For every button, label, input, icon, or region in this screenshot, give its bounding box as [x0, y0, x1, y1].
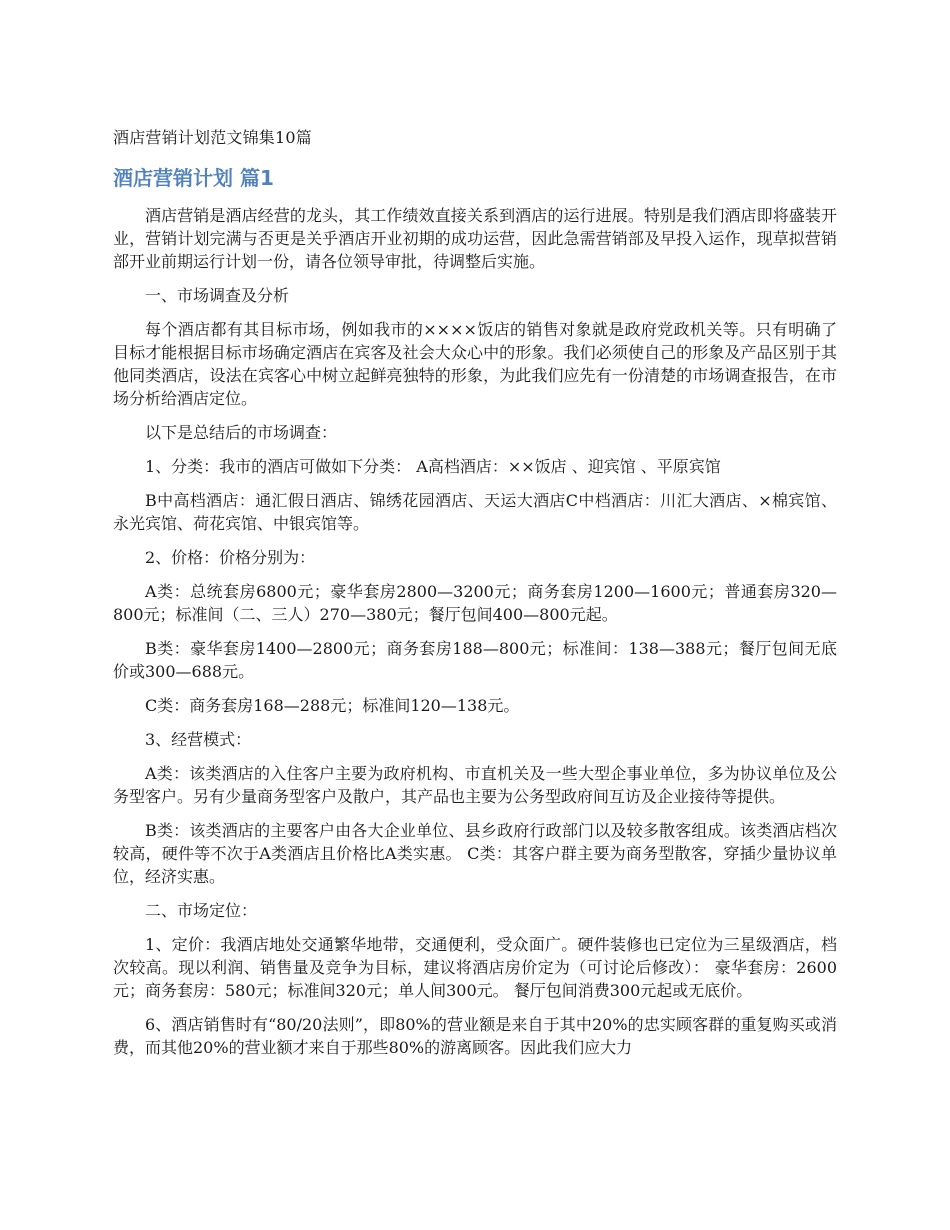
paragraph: B中高档酒店：通汇假日酒店、锦绣花园酒店、天运大酒店C中档酒店：川汇大酒店、×棉宾馆、永光宾馆、荷花宾馆、中银宾馆等。 — [113, 491, 837, 533]
paragraph: 以下是总结后的市场调查： — [145, 423, 338, 442]
paragraph: 2、价格：价格分别为： — [145, 548, 316, 567]
paragraph: 3、经营模式： — [145, 730, 252, 749]
paragraph: A类：总统套房6800元；豪华套房2800—3200元；商务套房1200—1600元；普通套房320—800元；标准间（二、三人）270—380元；餐厅包间400—800元起。 — [113, 582, 837, 624]
paragraph: 1、定价：我酒店地处交通繁华地带，交通便利，受众面广。硬件装修也已定位为三星级酒店，档次较高。现以利润、销售量及竞争为目标，建议将酒店房价定为（可讨论后修改）： 豪华套房：2600元；商务套房：580元；标准间320元；单人间300元。 餐厅包间消费300元起或无底价。 — [113, 935, 837, 1000]
paragraph: 一、市场调查及分析 — [145, 286, 290, 305]
paragraph: 酒店营销是酒店经营的龙头，其工作绩效直接关系到酒店的运行进展。特别是我们酒店即将盛装开业，营销计划完满与否更是关乎酒店开业初期的成功运营，因此急需营销部及早投入运作，现草拟营销部开业前期运行计划一份，请各位领导审批，待调整后实施。 — [113, 206, 837, 271]
paragraph: 6、酒店销售时有“80/20法则”，即80%的营业额是来自于其中20%的忠实顾客群的重复购买或消费，而其他20%的营业额才来自于那些80%的游离顾客。因此我们应大力 — [113, 1015, 837, 1057]
paragraph: B类：该类酒店的主要客户由各大企业单位、县乡政府行政部门以及较多散客组成。该类酒店档次较高，硬件等不次于A类酒店且价格比A类实惠。 C类：其客户群主要为商务型散客，穿插少量协议单位，经济实惠。 — [113, 821, 837, 886]
paragraph: 每个酒店都有其目标市场，例如我市的××××饭店的销售对象就是政府党政机关等。只有明确了目标才能根据目标市场确定酒店在宾客及社会大众心中的形象。我们必须使自己的形象及产品区别于其他同类酒店，设法在宾客心中树立起鲜亮独特的形象，为此我们应先有一份清楚的市场调查报告，在市场分析给酒店定位。 — [113, 320, 837, 408]
paragraph: B类：豪华套房1400—2800元；商务套房188—800元；标准间：138—388元；餐厅包间无底价或300—688元。 — [113, 639, 837, 681]
document-body — [113, 204, 837, 1070]
paragraph: 1、分类：我市的酒店可做如下分类： A高档酒店：××饭店 、迎宾馆 、平原宾馆 — [145, 457, 721, 476]
paragraph: A类：该类酒店的入住客户主要为政府机构、市直机关及一些大型企事业单位，多为协议单位及公务型客户。另有少量商务型客户及散户，其产品也主要为公务型政府间互访及企业接待等提供。 — [113, 764, 837, 806]
section-heading: 酒店营销计划 篇1 — [113, 166, 274, 190]
document-title: 酒店营销计划范文锦集10篇 — [113, 128, 312, 147]
paragraph: 二、市场定位： — [145, 901, 258, 920]
paragraph: C类：商务套房168—288元；标准间120—138元。 — [145, 696, 520, 715]
